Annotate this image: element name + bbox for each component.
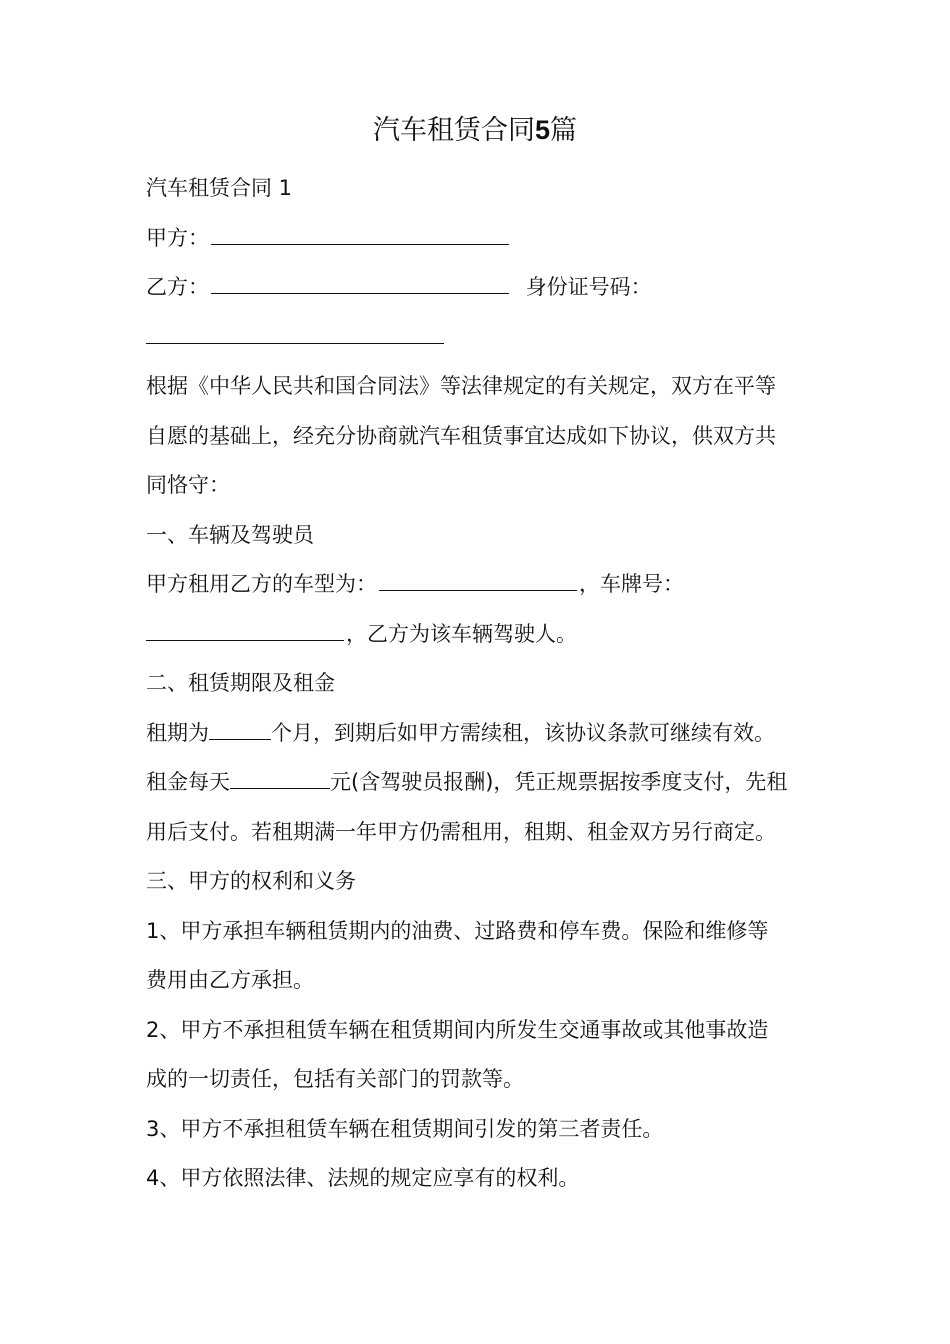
title-number: 5: [534, 115, 551, 145]
driver-line: [146, 618, 826, 650]
section3-item: 2、甲方不承担租赁车辆在租赁期间内所发生交通事故或其他事故造: [146, 1018, 769, 1042]
vehicle-model-label: 甲方租用乙方的车型为：: [146, 572, 377, 596]
id-number-blank: [146, 321, 444, 344]
party-a-blank: [211, 222, 509, 245]
rent-blank: [230, 766, 330, 789]
page-title: [0, 110, 950, 151]
section3-item: 成的一切责任，包括有关部门的罚款等。: [146, 1067, 524, 1091]
rent-text: 元(含驾驶员报酬)，凭正规票据按季度支付，先租: [330, 770, 788, 794]
rent-line: [146, 766, 826, 798]
party-b-blank: [211, 271, 509, 294]
section2-heading: 二、租赁期限及租金: [146, 671, 335, 695]
preamble-line: 根据《中华人民共和国合同法》等法律规定的有关规定，双方在平等: [146, 374, 776, 398]
party-a-line: [146, 222, 826, 254]
vehicle-line: [146, 568, 826, 600]
title-suffix: 篇: [550, 115, 578, 146]
rent-label: 租金每天: [146, 770, 230, 794]
term-blank: [209, 717, 271, 740]
section3-item: 3、甲方不承担租赁车辆在租赁期间引发的第三者责任。: [146, 1117, 664, 1141]
plate-label: ，车牌号：: [579, 572, 684, 596]
title-text: 汽车租赁合同: [372, 115, 535, 146]
party-b-line: [146, 271, 826, 303]
term-line: [146, 717, 826, 749]
section3-item: 4、甲方依照法律、法规的规定应享有的权利。: [146, 1166, 580, 1190]
driver-text: ，乙方为该车辆驾驶人。: [346, 622, 577, 646]
preamble-line: 自愿的基础上，经充分协商就汽车租赁事宜达成如下协议，供双方共: [146, 424, 776, 448]
contract-subtitle: 汽车租赁合同 1: [146, 176, 293, 200]
preamble-line: 同恪守：: [146, 473, 230, 497]
party-b-label: 乙方：: [146, 275, 209, 299]
section3-heading: 三、甲方的权利和义务: [146, 869, 356, 893]
section3-item: 费用由乙方承担。: [146, 968, 314, 992]
id-number-label: 身份证号码：: [525, 275, 652, 299]
section3-item: 1、甲方承担车辆租赁期内的油费、过路费和停车费。保险和维修等: [146, 919, 769, 943]
vehicle-model-blank: [379, 568, 577, 591]
section1-heading: 一、车辆及驾驶员: [146, 523, 314, 547]
rent-line-cont: 用后支付。若租期满一年甲方仍需租用，租期、租金双方另行商定。: [146, 820, 776, 844]
term-label: 租期为: [146, 721, 209, 745]
party-a-label: 甲方：: [146, 226, 209, 250]
term-text: 个月，到期后如甲方需续租，该协议条款可继续有效。: [271, 721, 775, 745]
id-number-line: [146, 321, 826, 353]
plate-blank: [146, 618, 344, 641]
